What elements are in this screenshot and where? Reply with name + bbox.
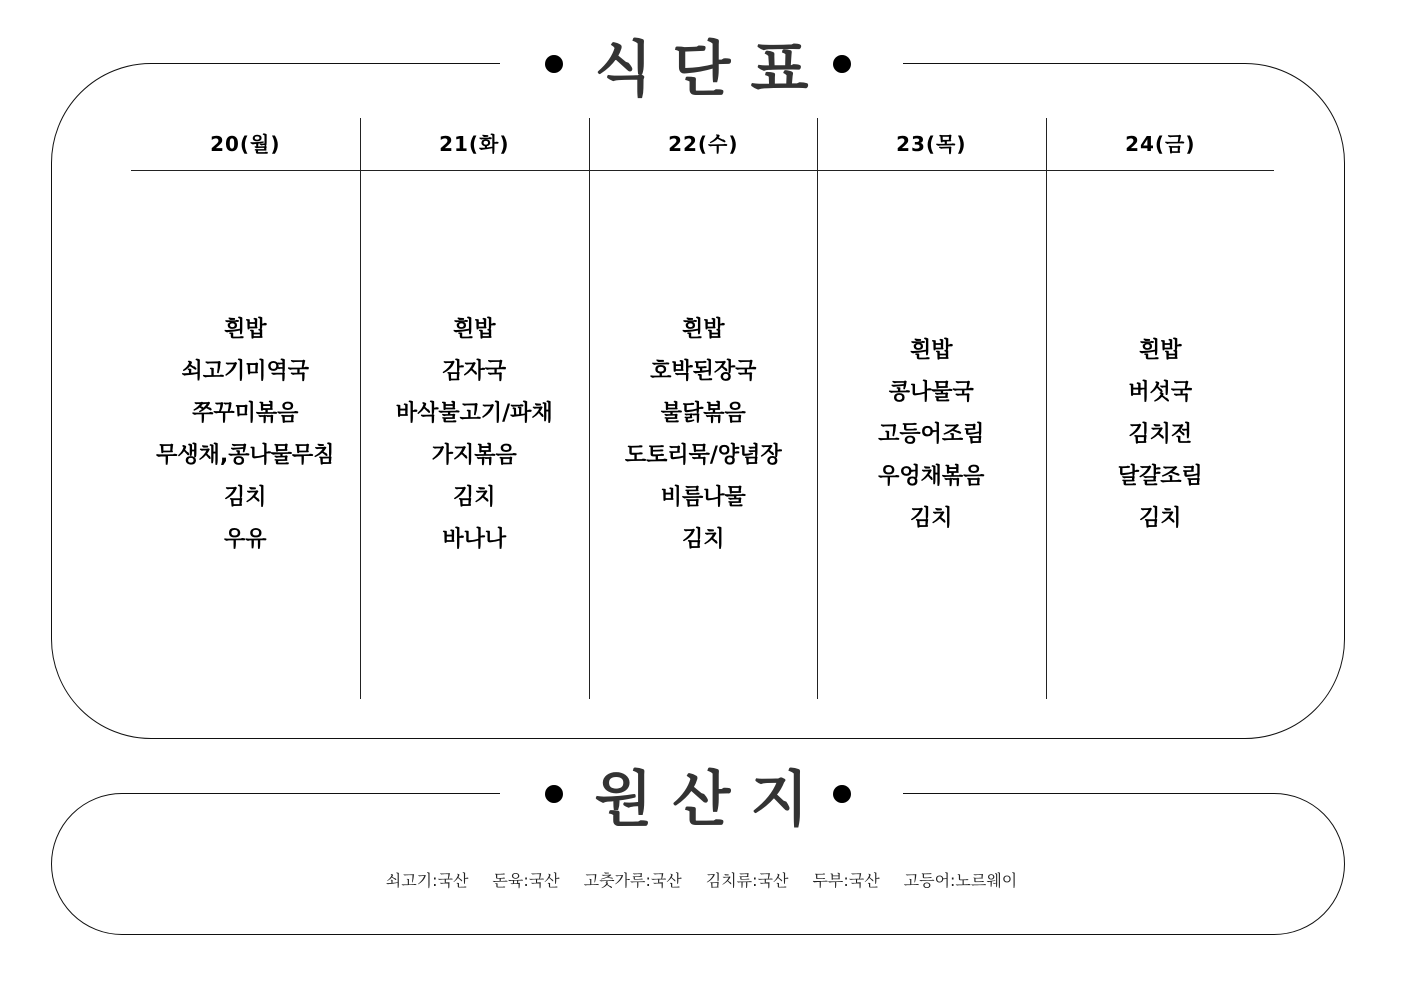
menu-item: 바삭불고기/파채: [395, 400, 553, 426]
menu-item: 흰밥: [1139, 337, 1182, 363]
menu-item: 김치: [910, 505, 953, 531]
menu-title: 식단표: [594, 35, 829, 105]
origin-item: 쇠고기:국산: [385, 871, 469, 890]
day-header: 21(화): [439, 132, 510, 156]
origin-item: 두부:국산: [812, 871, 880, 890]
menu-item: 쇠고기미역국: [181, 358, 310, 384]
menu-item: 콩나물국: [888, 379, 974, 405]
menu-item: 비름나물: [660, 484, 746, 510]
day-menu: [1046, 170, 1275, 699]
menu-item: 흰밥: [453, 316, 496, 342]
origin-item: 고춧가루:국산: [583, 871, 682, 890]
day-menu: [131, 170, 360, 699]
menu-table: [131, 118, 1274, 699]
day-header: 24(금): [1125, 132, 1196, 156]
menu-item: 호박된장국: [650, 358, 757, 384]
menu-item: 우유: [224, 526, 267, 552]
menu-item: 흰밥: [910, 337, 953, 363]
menu-item: 감자국: [442, 358, 507, 384]
day-header: 22(수): [668, 132, 739, 156]
menu-item: 불닭볶음: [660, 400, 746, 426]
title-dot-right: [833, 55, 851, 73]
menu-item: 흰밥: [224, 316, 267, 342]
day-column-fri: [1046, 118, 1275, 699]
menu-item: 바나나: [442, 526, 507, 552]
menu-item: 김치: [224, 484, 267, 510]
menu-item: 고등어조림: [878, 421, 985, 447]
menu-item: 김치: [1139, 505, 1182, 531]
menu-item: 달걀조림: [1117, 463, 1203, 489]
day-menu: [360, 170, 589, 699]
day-column-wed: [589, 118, 818, 699]
day-header: 23(목): [896, 132, 967, 156]
day-menu: [817, 170, 1046, 699]
menu-item: 버섯국: [1128, 379, 1193, 405]
menu-item: 흰밥: [682, 316, 725, 342]
origin-list: [0, 868, 1403, 891]
menu-item: 무생채,콩나물무침: [156, 442, 335, 468]
origin-item: 고등어:노르웨이: [903, 871, 1018, 890]
day-column-mon: [131, 118, 360, 699]
origin-item: 돈육:국산: [492, 871, 560, 890]
origin-title: 원산지: [594, 765, 829, 835]
menu-item: 쭈꾸미볶음: [192, 400, 299, 426]
title-dot-left: [545, 785, 563, 803]
origin-item: 김치류:국산: [705, 871, 789, 890]
title-dot-left: [545, 55, 563, 73]
title-dot-right: [833, 785, 851, 803]
day-header: 20(월): [210, 132, 281, 156]
day-menu: [589, 170, 818, 699]
menu-item: 가지볶음: [431, 442, 517, 468]
menu-item: 우엉채볶음: [878, 463, 985, 489]
menu-item: 김치전: [1128, 421, 1193, 447]
day-column-thu: [817, 118, 1046, 699]
menu-item: 김치: [682, 526, 725, 552]
menu-item: 도토리묵/양념장: [624, 442, 782, 468]
day-column-tue: [360, 118, 589, 699]
menu-item: 김치: [453, 484, 496, 510]
